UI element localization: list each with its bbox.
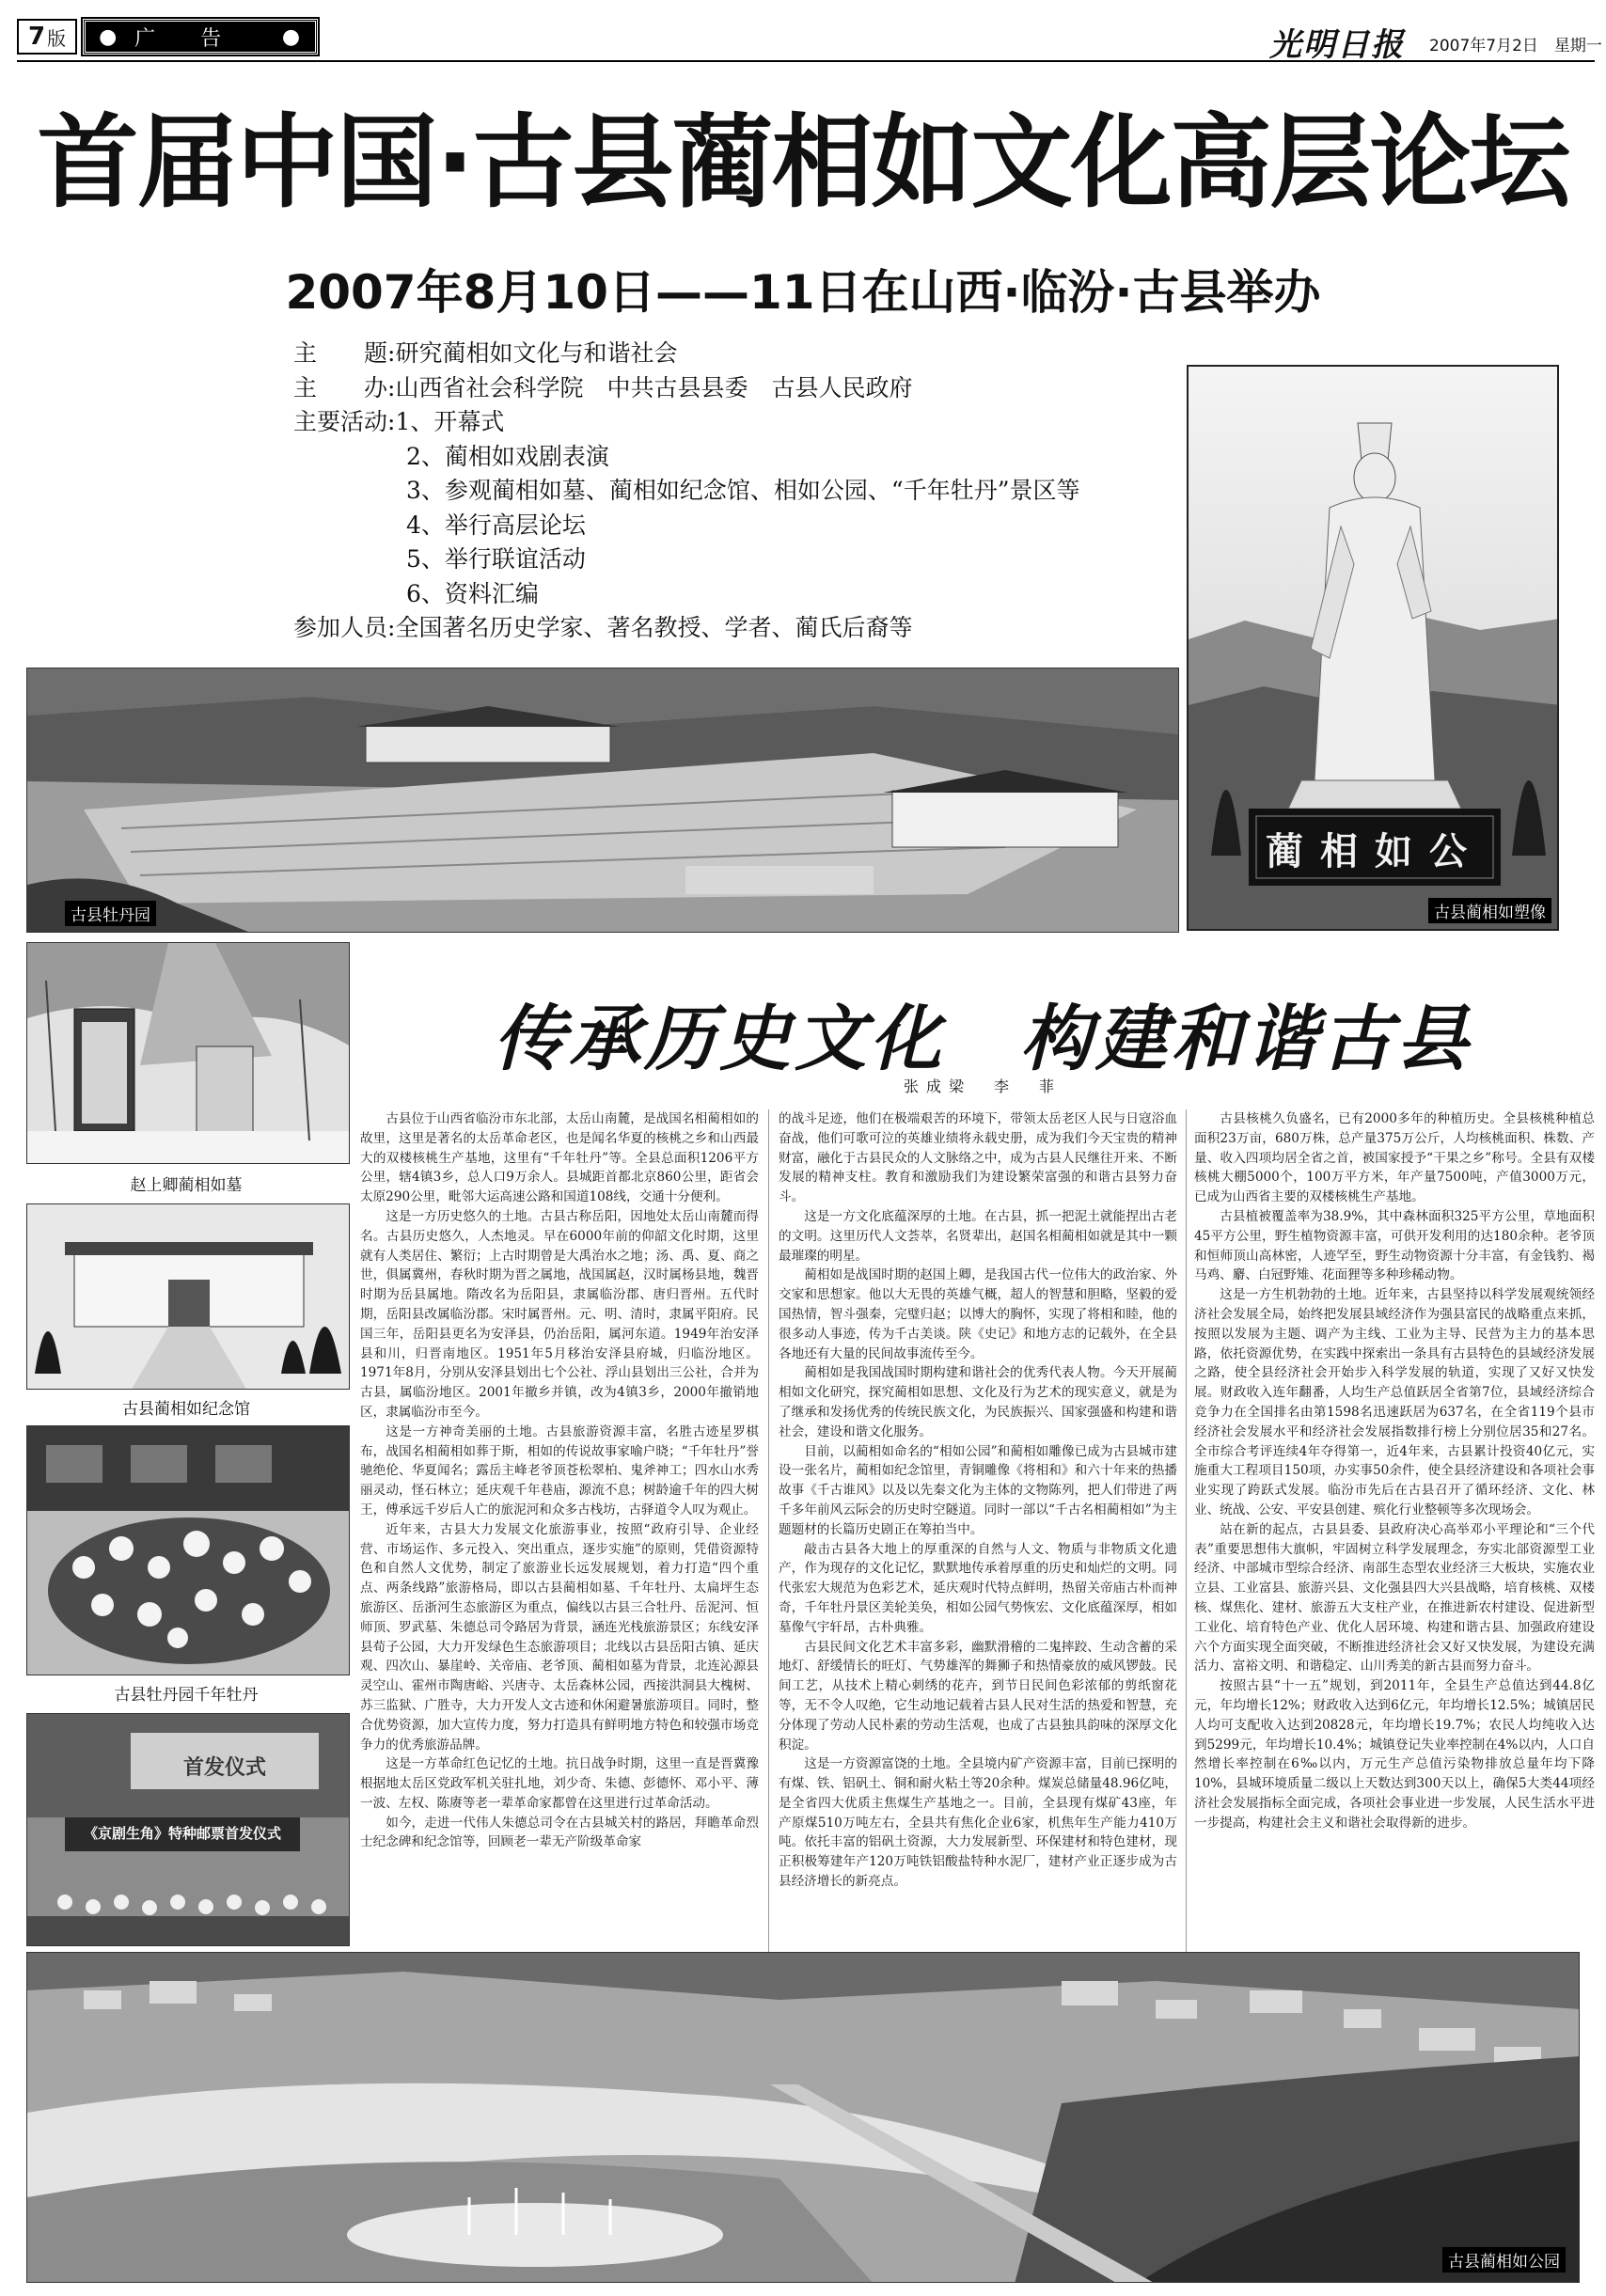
article-column-3 [1194, 1109, 1595, 1961]
article-paragraph: 这是一方生机勃勃的土地。近年来，古县坚持以科学发展观统领经济社会发展全局，始终把发展县域经济作为强县富民的战略重点来抓，按照以发展为主题、调产为主线、工业为主导、民营为主力的基本思路，依托资源优势，在实践中探索出一条具有古县特色的县域经济发展之路，使全县经济社会开始步入科学发展的轨道，实现了又好又快发展。财政收入连年翻番，人均生产总值跃居全省第7位，县域经济综合竞争力在全国排名由第1598名迅速跃居为637名，在全省119个县市经济社会发展水平和经济社会发展指数排行榜上分别位居35和27名。全市综合考评连续4年夺得第一，近4年来，古县累计投资40亿元，实施重大工程项目150项，办实事50余件，使全县经济建设和各项社会事业实现了跨跃式发展。临汾市先后在古县召开了循环经济、文化、林业、统战、公安、平安县创建、殡化行业整顿等多次现场会。 [1194, 1287, 1595, 1518]
article-paragraph: 古县民间文化艺术丰富多彩，幽默滑稽的二鬼摔跤、生动含蓄的采地灯、舒缓情长的旺灯、气势雄浑的舞狮子和热情豪放的威风锣鼓。民间工艺，从技术上精心刺绣的花卉，到节日民间色彩浓郁的剪纸窗花等，无不令人叹绝，它生动地记载着古县人民对生活的热爱和智慧，充分体现了劳动人民朴素的劳动生活观，也成了古县独具韵味的深厚文化积淀。 [779, 1639, 1177, 1753]
issue-date: 2007年7月2日 星期一 [1429, 37, 1602, 55]
subheadline: 2007年8月10日——11日在山西·临汾·古县举办 [285, 265, 1321, 320]
byline: 张成梁 李 菲 [903, 1077, 1062, 1095]
article-paragraph: 站在新的起点，古县县委、县政府决心高举邓小平理论和“三个代表”重要思想伟大旗帜，牢固树立科学发展理念，夯实北部资源型工业经济、中部城市型综合经济、南部生态型农业经济三大板块，实施农业立县、工业富县、旅游兴县、文化强县四大兴县战略，培育核桃、双楼核、煤焦化、建材、旅游五大支柱产业，在推进新农村建设、促进新型工业化、培育特色产业、优化人居环境、构建和谐古县、加强政府建设六个方面实现全面突破，不断推进经济社会又好又快发展，为建设充满活力、富裕文明、和谐稳定、山川秀美的新古县而努力奋斗。 [1194, 1521, 1595, 1675]
stamp-ceremony-photo [26, 1713, 350, 1946]
article-paragraph: 的战斗足迹，他们在极端艰苦的环境下，带领太岳老区人民与日寇浴血奋战，他们可歌可泣的英雄业绩将永载史册，成为我们今天宝贵的精神财富，融化于古县民众的人文脉络之中，成为古县人民继往开来、不断发展的精神支柱。教育和激励我们为建设繁荣富强的和谐古县努力奋斗。 [779, 1111, 1177, 1205]
statue-plaque-text: 蔺相如公 [1266, 829, 1484, 873]
column-divider [768, 1109, 769, 1956]
category-label: 广告 [134, 26, 267, 51]
info-activity [293, 440, 1079, 475]
info-activity [293, 577, 1079, 612]
info-value: 全国著名历史学家、著名教授、学者、蔺氏后裔等 [395, 614, 913, 641]
info-theme [293, 337, 1079, 371]
page-header [0, 0, 1606, 66]
column-divider [1186, 1109, 1187, 1956]
article-paragraph: 这是一方资源富饶的土地。全县境内矿产资源丰富，目前已探明的有煤、铁、铝矾土、铜和耐火粘土等20余种。煤炭总储量48.96亿吨，是全省四大优质主焦煤生产基地之一。目前，全县现有煤矿43座，年产原煤510万吨左右，全县共有焦化企业6家，机焦年生产能力410万吨。依托丰富的铝矾土资源，大力发展新型、环保建材和特色建材，现正积极筹建年产120万吨铁铝酸盐特种水泥厂，建材产业正逐步成为古县经济增长的新亮点。 [779, 1756, 1177, 1890]
info-value: 1、开幕式 [395, 408, 505, 435]
tomb-image [27, 943, 350, 1164]
peony-garden-image [27, 668, 1179, 933]
article-paragraph: 蔺相如是战国时期的赵国上卿，是我国古代一位伟大的政治家、外交家和思想家。他以大无畏的英雄气概，超人的智慧和胆略，坚毅的爱国热情，智斗强秦，完璧归赵；以博大的胸怀，实现了将相和睦，他的很多动人事迹，传为千古美谈。陕《史记》和地方志的记载外，在全县各地还有大量的民间故事流传至今。 [779, 1267, 1177, 1361]
stamp-banner-top: 首发仪式 [182, 1755, 266, 1780]
article-paragraph: 这是一方文化底蕴深厚的土地。在古县，抓一把泥土就能捏出古老的文明。这里历代人文荟萃，名贤辈出，赵国名相蔺相如就是其中一颗最璀璨的明星。 [779, 1208, 1177, 1264]
statue-photo [1187, 365, 1559, 931]
article-paragraph: 古县位于山西省临汾市东北部，太岳山南麓，是战国名相蔺相如的故里，这里是著名的太岳革命老区，也是闻名华夏的核桃之乡和山西最大的双楼核桃生产基地，这里有“千年牡丹”等。全县总面积1206平方公里，辖4镇3乡，总人口9万余人。县城距首都北京860公里，距省会太原290公里，毗邻大运高速公路和国道108线，交通十分便利。 [360, 1111, 759, 1205]
bullet-icon: ● [281, 24, 303, 49]
info-label: 主 题: [293, 339, 396, 367]
section-title: 传承历史文化 构建和谐古县 [494, 997, 1472, 1080]
thousand-year-peony-photo [26, 1425, 350, 1675]
article-paragraph: 蔺相如是我国战国时期构建和谐社会的优秀代表人物。今天开展蔺相如文化研究，探究蔺相如思想、文化及行为艺术的现实意义，就是为了继承和发扬优秀的传统民族文化，为民族振兴、国家强盛和构建和谐社会，建设和谐文化服务。 [779, 1365, 1177, 1439]
info-value: 3、参观蔺相如墓、蔺相如纪念馆、相如公园、“千年牡丹”景区等 [406, 477, 1080, 504]
info-activity [293, 474, 1079, 509]
thousand-year-peony-caption: 古县牡丹园千年牡丹 [114, 1686, 259, 1705]
newspaper-masthead: 光明日报 [1269, 26, 1405, 64]
headline: 首届中国·古县蔺相如文化高层论坛 [37, 104, 1569, 222]
museum-photo [26, 1203, 350, 1390]
article-paragraph: 这是一方神奇美丽的土地。古县旅游资源丰富，名胜古迹星罗棋布，战国名相蔺相如葬于斯，相如的传说故事家喻户晓；“千年牡丹”誉驰绝伦、华夏闻名；露岳主峰老爷顶苍松翠柏、鬼斧神工；四水山水秀丽灵动，怪石林立；延庆观千年巷庙，源流不息；树龄逾千年的四大树王，傅承远千岁后人亡的旅泥河和众多古栈坊，古驿道令人叹为观止。 [360, 1423, 759, 1518]
park-photo [26, 1952, 1580, 2283]
info-participants [293, 611, 1079, 646]
info-label: 参加人员: [293, 614, 396, 641]
article-paragraph: 古县植被覆盖率为38.9%，其中森林面积325平方公里，草地面积45平方公里，野生植物资源丰富，可供开发利用的达180余种。老爷顶和恒师顶山高林密，人迹罕至，野生动物资源十分丰富，有金钱豹、褐马鸡、麝、白冠野雉、花面狸等多种珍稀动物。 [1194, 1208, 1595, 1283]
stamp-banner: 《京剧生角》特种邮票首发仪式 [83, 1825, 281, 1842]
peony-garden-caption: 古县牡丹园 [65, 901, 156, 926]
article-paragraph: 目前，以蔺相如命名的“相如公园”和蔺相如雕像已成为古县城市建设一张名片，蔺相如纪念馆里，青铜雕像《将相和》和六十年来的热播故事《千古谁风》以及以先秦文化为主体的文物陈列，把人们带进了两千多年前风云际会的历史时空隧道。同时一部以“千古名相蔺相如”为主题题材的长篇历史剧正在筹拍当中。 [779, 1443, 1177, 1537]
info-value: 4、举行高层论坛 [406, 511, 586, 539]
article-paragraph: 如今，走进一代伟人朱德总司令在古县城关村的路居，拜瞻革命烈士纪念碑和纪念馆等，回顾老一辈无产阶级革命家 [360, 1815, 759, 1850]
bullet-icon: ● [99, 24, 119, 49]
info-value: 5、举行联谊活动 [406, 545, 586, 573]
info-value: 2、蔺相如戏剧表演 [406, 442, 609, 470]
article-column-1 [360, 1109, 759, 1961]
article-paragraph: 近年来，古县大力发展文化旅游事业，按照“政府引导、企业经营、市场运作、多元投入、突出重点，逐步实施”的原则，凭借资源特色和自然人文优势，制定了旅游业长远发展规划，着力打造“四个重点、两条线路”旅游格局，即以古县蔺相如墓、千年牡丹、太扁坪生态旅游区、岳浙河生态旅游区为重点，偏线以古县三合牡丹、岳泥河、恒师顶、罗武墓、朱德总司令路居为背景，涵连光栈旅游景区；东线安泽县荀子公园，大力开发绿色生态旅游项目；北线以古县岳阳古镇、延庆观、四次山、暴崖岭、关帝庙、老爷顶、蔺相如墓为背景，北连沁源县灵空山、霍州市陶唐峪、兴唐寺、太岳森林公园，西接洪洞县大槐树、苏三监狱、广胜寺，大力开发人文古迹和休闲避暑旅游项目。同时，整合优势资源，加大宣传力度，努力打造具有鲜明地方特色和较强市场竞争力的优秀旅游品牌。 [360, 1521, 759, 1753]
info-value: 研究蔺相如文化与和谐社会 [395, 339, 678, 367]
info-host [293, 371, 1079, 406]
header-rule [17, 60, 1595, 62]
info-activity [293, 543, 1079, 577]
tomb-caption: 赵上卿蔺相如墓 [130, 1176, 243, 1195]
article-paragraph: 古县核桃久负盛名，已有2000多年的种植历史。全县核桃种植总面积23万亩，680万株，总产量375万公斤，人均核桃面积、株数、产量、收入四项均居全省之首，被国家授予“干果之乡”称号。全县有双楼核桃大棚5000个，100万平方米，年产量7500吨，产值3000万元，已成为山西省主要的双楼核桃生产基地。 [1194, 1111, 1595, 1205]
info-activity [293, 509, 1079, 543]
tomb-photo [26, 942, 350, 1164]
page-number-value: 7 [28, 23, 46, 51]
info-value: 6、资料汇编 [406, 579, 539, 607]
museum-caption: 古县蔺相如纪念馆 [122, 1400, 250, 1419]
info-label: 主 办: [293, 373, 396, 401]
info-activity [293, 405, 1079, 440]
article-paragraph: 这是一方历史悠久的土地。古县古称岳阳，因地处太岳山南麓而得名。古县历史悠久，人杰地灵。早在6000年前的仰韶文化时期，这里就有人类居住、繁衍；上古时期曾是大禹治水之地；汤、禹、夏、商之世，俱属冀州，春秋时期为晋之属地，战国属赵，汉时属杨县地，魏晋时期为岳县属地。隋改名为岳阳县，隶属临汾郡、唐归晋州。五代时期，岳阳县改属临汾郡。宋时属晋州。元、明、清时，隶属平阳府。民国三年，岳阳县更名为安泽县，仍治岳阳，属河东道。1949年治安泽县和川，归晋南地区。1951年5月移治安泽县府城，归临汾地区。1971年8月，分别从安泽县划出七个公社、浮山县划出三公社，合并为古县，属临汾地区。2001年撤乡并镇，改为4镇3乡，2000年撤销地区，隶属临汾市至今。 [360, 1208, 759, 1420]
page-number-unit: 版 [47, 26, 67, 50]
peony-garden-photo [26, 668, 1179, 933]
park-caption: 古县蔺相如公园 [1442, 2247, 1566, 2272]
statue-caption: 古县蔺相如塑像 [1428, 898, 1551, 923]
park-image [27, 1953, 1580, 2283]
section-category [83, 19, 318, 55]
article-column-2 [779, 1109, 1177, 1961]
article-paragraph: 按照古县“十一五”规划，到2011年，全县生产总值达到44.8亿元，年均增长12%；财政收入达到6亿元，年均增长12.5%；城镇居民人均可支配收入达到20828元，年均增长19.7%；农民人均纯收入达到5299元，年均增长10.4%；城镇登记失业率控制在4%以内，人口自然增长率控制在6‰以内，万元生产总值污染物排放总量年均下降10%，县城环境质量二级以上天数达到300天以上，确保5大类44项经济社会发展指标全面完成，各项社会事业进一步发展，人民生活水平进一步提高，构建社会主义和谐社会取得新的进步。 [1194, 1678, 1595, 1831]
article-paragraph: 敲击古县各大地上的厚重深的自然与人文、物质与非物质文化遗产，作为现存的文化记忆，默默地传承着厚重的历史和灿烂的文明。同代张宏大规范为色彩艺术，延庆观时代特点鲜明，热留关帝庙古朴而神奇，千年牡丹景区美轮美奂，相如公园气势恢宏、文化底蕴深厚，相如墓像气宇轩昂，古朴典雅。 [779, 1541, 1177, 1635]
info-label: 主要活动: [293, 408, 396, 435]
thousand-year-peony-image [27, 1426, 350, 1675]
info-value: 山西省社会科学院 中共古县县委 古县人民政府 [395, 373, 913, 401]
article-paragraph: 这是一方革命红色记忆的土地。抗日战争时期，这里一直是晋冀豫根据地太岳区党政军机关驻扎地，刘少奇、朱德、彭德怀、邓小平、薄一波、左权、陈赓等老一辈革命家都曾在这里进行过革命活动。 [360, 1756, 759, 1811]
page-banner [17, 19, 318, 55]
forum-info [293, 337, 1079, 646]
museum-image [27, 1204, 350, 1390]
page-number [17, 19, 77, 55]
